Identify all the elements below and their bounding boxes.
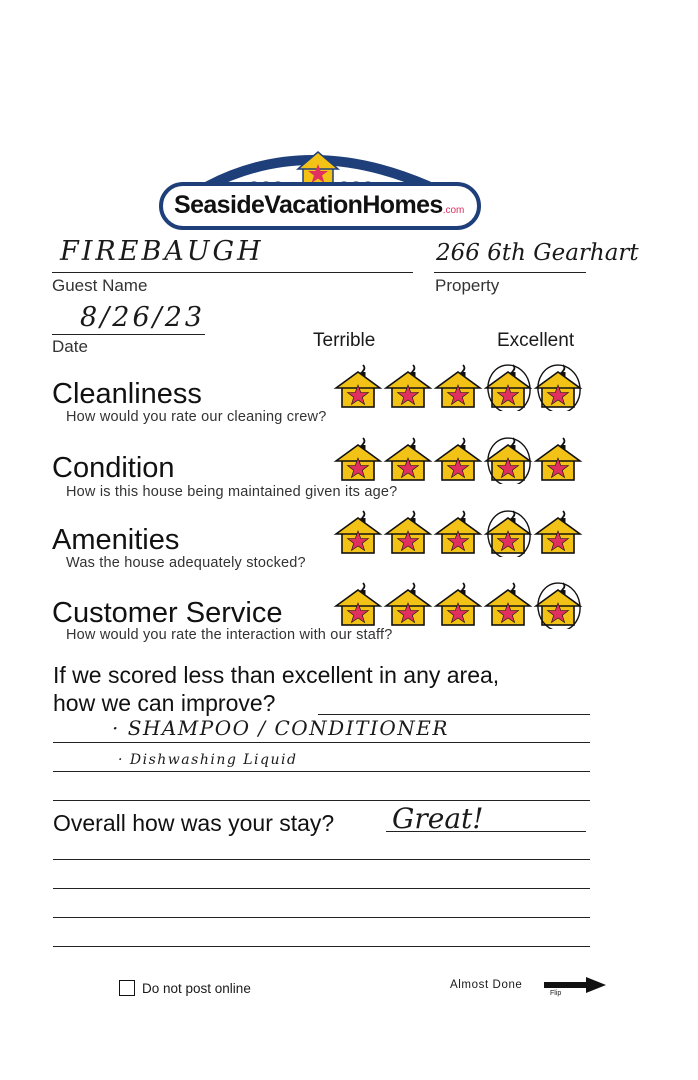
almost-done-label: Almost Done bbox=[450, 979, 523, 991]
overall-question: Overall how was your stay? bbox=[53, 810, 335, 836]
house-rating-icon[interactable] bbox=[433, 579, 483, 625]
date-label: Date bbox=[52, 337, 88, 356]
house-rating-icon[interactable] bbox=[533, 361, 583, 407]
rating-question: How would you rate our cleaning crew? bbox=[66, 409, 327, 425]
improve-question-line2: how we can improve? bbox=[53, 690, 276, 716]
guest-name-label: Guest Name bbox=[52, 276, 148, 295]
date-line bbox=[52, 334, 205, 335]
house-rating-icon[interactable] bbox=[333, 507, 383, 553]
improve-answer-line1: · SHAMPOO / CONDITIONER bbox=[112, 716, 449, 740]
rating-houses[interactable] bbox=[333, 434, 583, 480]
property-label: Property bbox=[435, 276, 500, 295]
logo-suffix: .com bbox=[442, 205, 465, 216]
logo-brand: SeasideVacationHomes bbox=[174, 191, 443, 219]
rating-question: How would you rate the interaction with our staff? bbox=[66, 627, 393, 643]
house-rating-icon[interactable] bbox=[383, 507, 433, 553]
improve-answer-line2: · Dishwashing Liquid bbox=[118, 752, 298, 768]
property-value: 266 6th Gearhart bbox=[436, 240, 639, 266]
overall-answer: Great! bbox=[392, 802, 484, 835]
rating-title: Amenities bbox=[52, 524, 180, 556]
improve-question-line1: If we scored less than excellent in any area, bbox=[53, 662, 500, 688]
house-rating-icon[interactable] bbox=[333, 579, 383, 625]
rating-houses[interactable] bbox=[333, 579, 583, 625]
house-rating-icon[interactable] bbox=[433, 361, 483, 407]
house-rating-icon[interactable] bbox=[483, 361, 533, 407]
improve-line-1 bbox=[53, 742, 590, 743]
logo-text bbox=[174, 191, 464, 220]
house-rating-icon[interactable] bbox=[483, 507, 533, 553]
guest-name-value: FIREBAUGH bbox=[60, 236, 264, 267]
house-rating-icon[interactable] bbox=[383, 434, 433, 480]
overall-line bbox=[386, 831, 586, 832]
improve-line-3 bbox=[53, 800, 590, 801]
logo bbox=[158, 140, 483, 232]
property-line bbox=[434, 272, 586, 273]
rating-houses[interactable] bbox=[333, 361, 583, 407]
overall-line-3 bbox=[53, 917, 590, 918]
house-rating-icon[interactable] bbox=[533, 434, 583, 480]
overall-line-4 bbox=[53, 946, 590, 947]
date-value: 8/26/23 bbox=[80, 302, 206, 333]
house-rating-icon[interactable] bbox=[483, 434, 533, 480]
do-not-post-checkbox[interactable] bbox=[119, 980, 135, 996]
rating-houses[interactable] bbox=[333, 507, 583, 553]
house-rating-icon[interactable] bbox=[383, 579, 433, 625]
scale-low-label: Terrible bbox=[313, 330, 376, 351]
house-rating-icon[interactable] bbox=[433, 434, 483, 480]
house-rating-icon[interactable] bbox=[533, 579, 583, 625]
overall-line-1 bbox=[53, 859, 590, 860]
improve-line-2 bbox=[53, 771, 590, 772]
rating-title: Customer Service bbox=[52, 597, 283, 629]
house-rating-icon[interactable] bbox=[333, 361, 383, 407]
rating-question: Was the house adequately stocked? bbox=[66, 555, 306, 571]
flip-label: Flip bbox=[550, 990, 562, 997]
rating-title: Cleanliness bbox=[52, 378, 202, 410]
guest-name-line bbox=[52, 272, 413, 273]
rating-title: Condition bbox=[52, 452, 175, 484]
house-rating-icon[interactable] bbox=[333, 434, 383, 480]
house-rating-icon[interactable] bbox=[483, 579, 533, 625]
scale-high-label: Excellent bbox=[497, 330, 575, 351]
rating-question: How is this house being maintained given its age? bbox=[66, 484, 398, 500]
house-rating-icon[interactable] bbox=[433, 507, 483, 553]
improve-line-0 bbox=[318, 714, 590, 715]
do-not-post-label: Do not post online bbox=[142, 981, 251, 996]
overall-line-2 bbox=[53, 888, 590, 889]
house-rating-icon[interactable] bbox=[383, 361, 433, 407]
house-rating-icon[interactable] bbox=[533, 507, 583, 553]
